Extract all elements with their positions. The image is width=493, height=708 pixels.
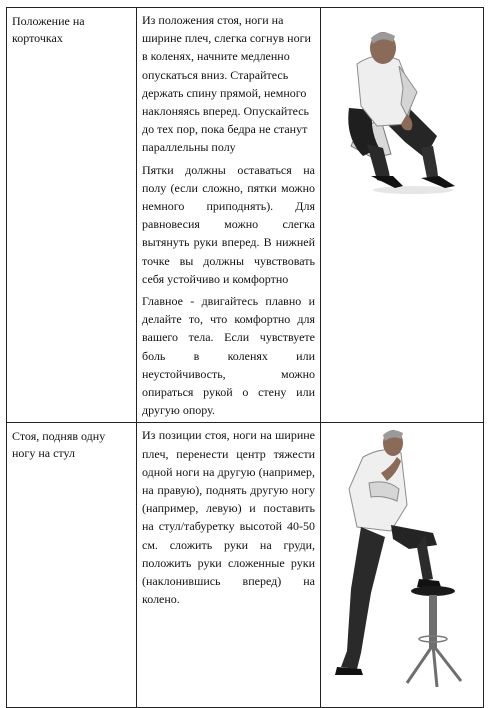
exercise-name: Положение на корточках (12, 14, 85, 45)
exercise-name: Стоя, подняв одну ногу на стул (12, 429, 106, 461)
exercise-description-cell (137, 423, 321, 708)
exercise-table (6, 7, 484, 708)
exercise-photo-cell (321, 423, 484, 708)
man-foot-on-stool-photo (321, 423, 484, 701)
exercise-description-cell (137, 8, 321, 423)
exercise-photo-cell (321, 8, 484, 423)
description-paragraph: Из позиции стоя, ноги на ширине плеч, перенести центр тяжести одной ноги на другую (например, на правую), поднять другую ногу (например, левую) и поставить на стул/табуретку высотой 40-50 см. сложить руки на груди, положить руки сложенные руки (наклонившись вперед) на колено. (142, 428, 315, 607)
description-paragraph: Из положения стоя, ноги на ширине плеч, слегка согнув ноги в коленях, начните медленно опускаться вниз. Старайтесь держать спину прямой, немного наклоняясь вперед. Опускайтесь до тех пор, пока бедра не станут параллельны полу (142, 13, 311, 155)
table-row (7, 8, 484, 423)
table-row (7, 423, 484, 708)
description-paragraph: Пятки должны оставаться на полу (если сложно, пятки можно немного приподнять). Для равновесия можно слегка вытянуть руки вперед. В нижней точке вы должны чувствовать себя устойчиво и комфортно (142, 162, 315, 286)
exercise-name-cell (7, 423, 137, 708)
description-paragraph: Главное - двигайтесь плавно и делайте то, что комфортно для вашего тела. Если чувствуете боль в коленях или неустойчивость, можно опираться рукой о стену или другую опору. (142, 294, 315, 418)
man-squatting-photo (321, 8, 484, 358)
exercise-name-cell (7, 8, 137, 423)
